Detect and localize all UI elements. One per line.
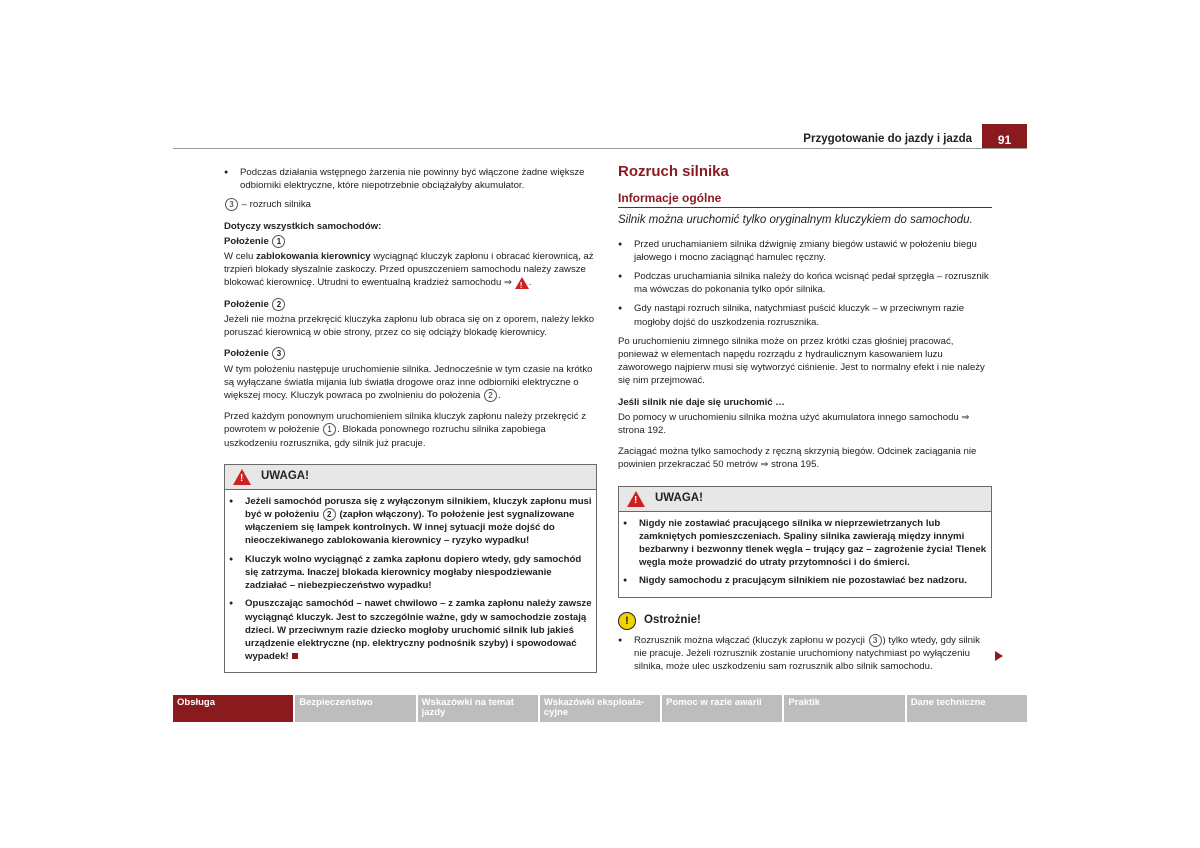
warning-triangle-icon xyxy=(627,491,645,507)
tab-praktik[interactable]: Praktik xyxy=(784,695,904,722)
tab-obsluga[interactable]: Obsługa xyxy=(173,695,293,722)
caution-heading: ! Ostrożnie! xyxy=(618,612,992,630)
no-start-text: Do pomocy w uruchomieniu silnika można użyć akumulatora innego samochodu ⇒ strona 192. xyxy=(618,411,970,437)
list-item: ● Przed uruchamianiem silnika dźwignię zmiany biegów ustawić w położeniu biegu jałowego i mocno zaciągnąć hamulec ręczny. xyxy=(618,238,992,264)
tab-wskazowki-eksploatacyjne[interactable]: Wskazówki eksploata-cyjne xyxy=(540,695,660,722)
warning-item: ● Opuszczając samochód – nawet chwilowo – z zamka zapłonu należy zawsze wyciągnąć kluczyk. Jest to szczególnie ważne, gdy w samochodzie zostają dzieci. W przeciwnym razie dziecko mogłoby uruchomić silnik lub jakieś urządzenie elektryczne (np. elektryczny podnośnik szyby) i spowodować wypadek! xyxy=(229,597,592,663)
right-column xyxy=(618,163,992,679)
chapter-nav xyxy=(173,695,1027,722)
lead-text: Silnik można uruchomić tylko oryginalnym kluczykiem do samochodu. xyxy=(618,214,973,227)
cold-engine-text: Po uruchomieniu zimnego silnika może on przez krótki czas głośniej pracować, ponieważ w elementach napędu rozrządu z hydraulicznym kasowaniem luzu zaworowego najpierw musi się wytworzyć ciśnienie. Jest to normalny efekt i nie należy się nim przejmować. xyxy=(618,335,985,387)
left-column xyxy=(224,166,597,673)
subsection-title: Informacje ogólne xyxy=(618,192,992,208)
section-end-icon xyxy=(292,653,298,659)
caution-text: ● Rozrusznik można włączać (kluczyk zapłonu w pozycji 3 ) tylko wtedy, gdy silnik nie pracuje. Jeżeli rozrusznik zostanie uruchomiony natychmiast po wyłączeniu silnika, może ulec uszkodzeniu sam rozrusznik albo silnik samochodu. xyxy=(618,634,992,674)
section-title: Rozruch silnika xyxy=(618,163,729,180)
list-item: ● Podczas uruchamiania silnika należy do końca wcisnąć pedał sprzęgła – rozrusznik ma wówczas do pokonania tylko opór silnika. xyxy=(618,270,992,296)
warning-box-left xyxy=(224,464,597,673)
warning-box-right xyxy=(618,486,992,598)
tow-text: Zaciągać można tylko samochody z ręczną skrzynią biegów. Odcinek zaciągania nie powinien przekraczać 50 metrów ⇒ strona 195. xyxy=(618,446,977,471)
header-rule xyxy=(173,148,1027,149)
page-header-title: Przygotowanie do jazdy i jazda xyxy=(803,133,972,145)
position-3-marker: 3 xyxy=(869,634,882,647)
warning-title: UWAGA! xyxy=(655,492,703,505)
tab-wskazowki-jazdy[interactable]: Wskazówki na temat jazdy xyxy=(418,695,538,722)
position-1-text: W celu zablokowania kierownicy wyciągnąć kluczyk zapłonu i obracać kierownicą, aż trzpień blokady słyszalnie zaskoczy. Przed opuszczeniem samochodu należy zawsze blokować kierownicę. Utrudni to ewentualną kradzież samochodu ⇒ ! . xyxy=(224,250,597,290)
position-3-marker: 3 xyxy=(272,347,285,360)
position-2-marker: 2 xyxy=(323,508,336,521)
vehicles-title: Dotyczy wszystkich samochodów: xyxy=(224,220,382,232)
warning-item: ● Nigdy samochodu z pracującym silnikiem nie pozostawiać bez nadzoru. xyxy=(623,574,987,587)
position-2-heading: Położenie 2 xyxy=(224,298,597,311)
warning-item: ● Kluczyk wolno wyciągnąć z zamka zapłonu dopiero wtedy, gdy samochód się zatrzyma. Inaczej blokada kierownicy mogłaby niespodziewanie zadziałać – niebezpieczeństwo wypadku! xyxy=(229,553,592,593)
tab-pomoc[interactable]: Pomoc w razie awarii xyxy=(662,695,782,722)
position-1-marker: 1 xyxy=(323,423,336,436)
continue-arrow-icon xyxy=(995,651,1003,661)
warning-item: ● Nigdy nie zostawiać pracującego silnika w nieprzewietrzanych lub zamkniętych pomieszczeniach. Spaliny silnika zawierają między innymi bezbarwny i bezwonny tlenek węgla – trujący gaz – zagrożenie życia! Tlenek węgla może prowadzić do utraty przytomności i do śmierci. xyxy=(623,517,987,570)
restart-text: Przed każdym ponownym uruchomieniem silnika kluczyk zapłonu należy przekręcić z powrotem w położenie 1 . Blokada ponownego rozruchu silnika zapobiega uszkodzeniu rozrusznika, gdy silnik już pracuje. xyxy=(224,411,587,449)
position-2-text: Jeżeli nie można przekręcić kluczyka zapłonu lub obraca się on z oporem, należy lekko poruszać kierownicą w obie strony, przez co się odciąży blokadę kierownicy. xyxy=(224,313,595,339)
tab-bezpieczenstwo[interactable]: Bezpieczeństwo xyxy=(295,695,415,722)
glow-plug-bullet: ● Podczas działania wstępnego żarzenia nie powinny być włączone żadne większe odbiorniki elektryczne, które niepotrzebnie obciążałyby akumulator. xyxy=(224,166,597,192)
position-3-heading: Położenie 3 xyxy=(224,347,597,360)
position-1-heading: Położenie 1 xyxy=(224,235,597,248)
starter-legend: 3 – rozruch silnika xyxy=(224,198,597,211)
warning-triangle-icon xyxy=(233,469,251,485)
caution-icon: ! xyxy=(618,612,636,630)
position-3-text: W tym położeniu następuje uruchomienie silnika. Jednocześnie w tym czasie na krótko są wyłączane światła mijania lub światła drogowe oraz inne odbiorniki elektryczne o większej mocy. Kluczyk powraca po zwolnieniu do położenia 2 . xyxy=(224,363,593,401)
warning-title: UWAGA! xyxy=(261,470,309,483)
list-item: ● Gdy nastąpi rozruch silnika, natychmiast puścić kluczyk – w przeciwnym razie mogłoby dojść do uszkodzenia rozrusznika. xyxy=(618,302,992,328)
tab-dane-techniczne[interactable]: Dane techniczne xyxy=(907,695,1027,722)
position-2-marker: 2 xyxy=(484,389,497,402)
page-number: 91 xyxy=(982,124,1027,149)
position-3-marker: 3 xyxy=(225,198,238,211)
position-1-marker: 1 xyxy=(272,235,285,248)
warning-triangle-icon xyxy=(515,277,529,289)
warning-item: ● Jeżeli samochód porusza się z wyłączonym silnikiem, kluczyk zapłonu musi być w położeniu 2 (zapłon włączony). To położenie jest sygnalizowane włączeniem się lampek kontrolnych. W innej sytuacji może dojść do nieoczekiwanego zablokowania kierownicy – ryzyko wypadku! xyxy=(229,495,592,548)
no-start-title: Jeśli silnik nie daje się uruchomić … xyxy=(618,396,785,408)
position-2-marker: 2 xyxy=(272,298,285,311)
